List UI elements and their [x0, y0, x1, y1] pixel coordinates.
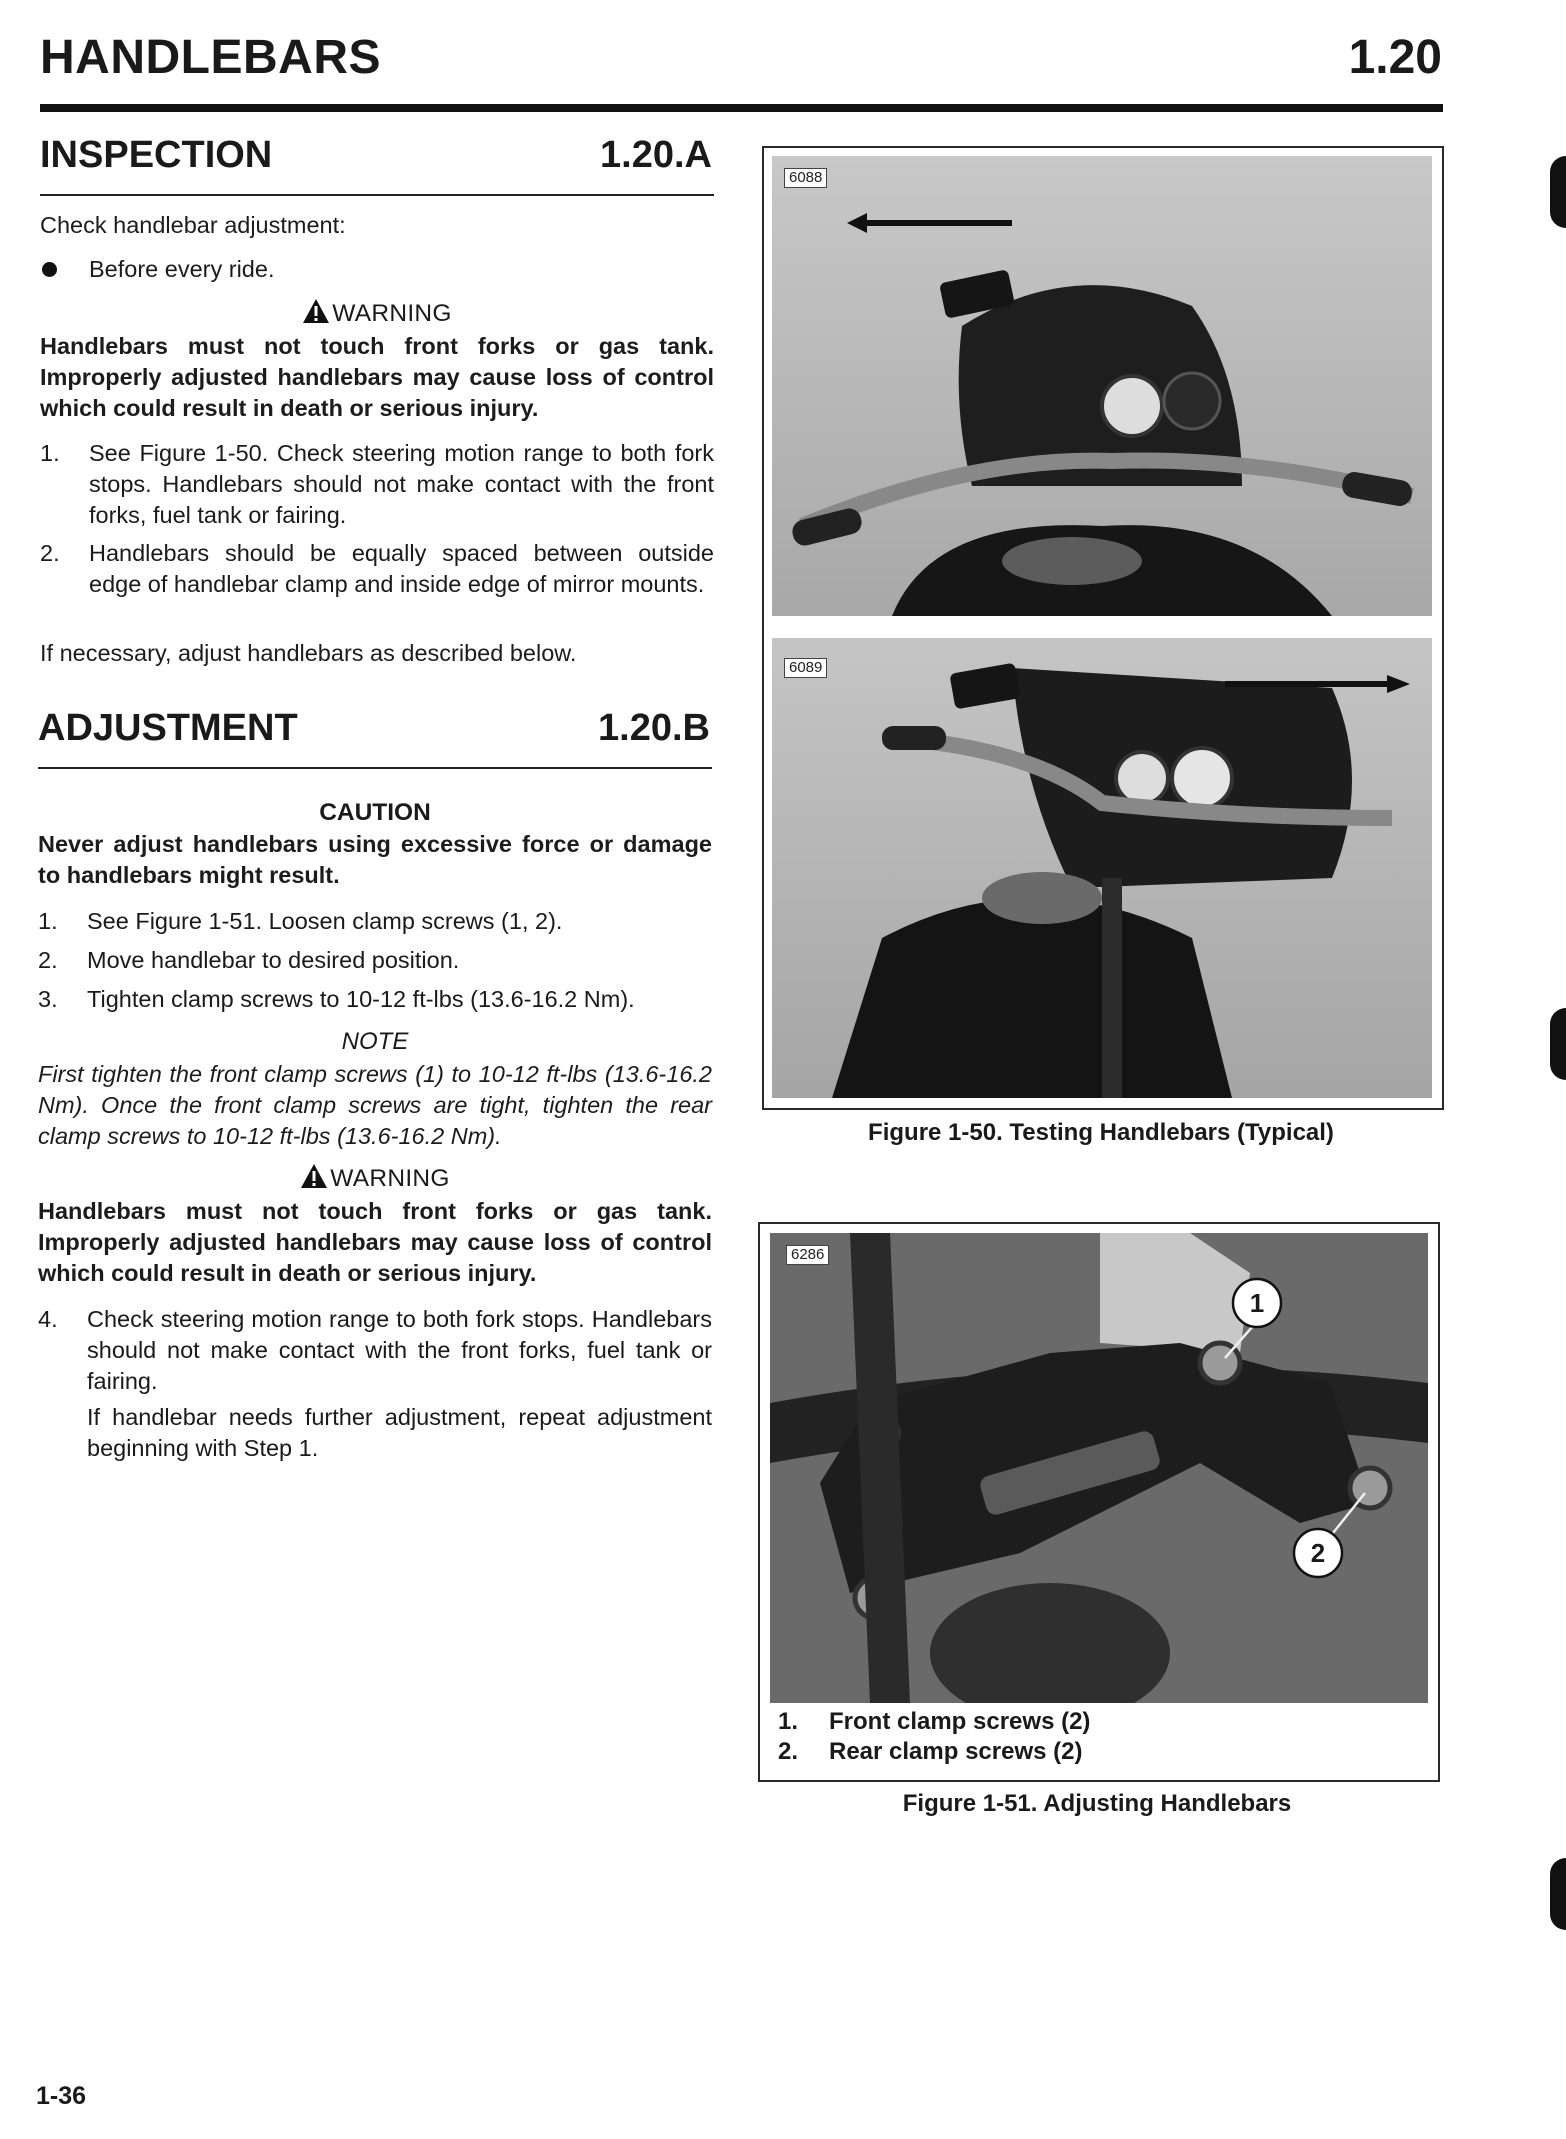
step-number: 1. — [40, 440, 60, 466]
step-number: 1. — [38, 908, 58, 934]
title-rule — [40, 104, 1443, 112]
inspection-number: 1.20.A — [600, 134, 712, 176]
legend-item-2 — [778, 1738, 1083, 1766]
scan-edge-mark — [1550, 1008, 1566, 1080]
callout-2-label: 2 — [1310, 1538, 1326, 1568]
adjustment-step-2 — [38, 945, 712, 977]
scan-edge-mark — [1550, 156, 1566, 228]
step-number: 2. — [40, 540, 60, 566]
figure-50-photo-top — [772, 156, 1432, 616]
step-text: Move handlebar to desired position. — [87, 947, 460, 973]
legend-number: 1. — [778, 1708, 799, 1735]
adjustment-step-4 — [38, 1304, 712, 1469]
step-text: Tighten clamp screws to 10-12 ft-lbs (13.6-16.2 Nm). — [87, 986, 635, 1012]
note-title: NOTE — [341, 1028, 409, 1055]
figure-51-photo — [770, 1233, 1428, 1703]
inspection-closing: If necessary, adjust handlebars as described below. — [40, 640, 577, 666]
adjustment-step-1 — [38, 906, 712, 938]
legend-item-1 — [778, 1708, 1091, 1736]
inspection-warning-text: Handlebars must not touch front forks or gas tank. Improperly adjusted handlebars may cause loss of control which could result in death or serious injury. — [40, 333, 714, 421]
adjustment-warning-text: Handlebars must not touch front forks or gas tank. Improperly adjusted handlebars may cause loss of control which could result in death or serious injury. — [38, 1198, 712, 1286]
inspection-bullet: Before every ride. — [89, 256, 275, 282]
step-number: 2. — [38, 947, 58, 973]
inspection-intro: Check handlebar adjustment: — [40, 212, 346, 238]
bullet-icon — [42, 262, 57, 277]
callout-1-label: 1 — [1249, 1288, 1265, 1318]
adjustment-rule — [38, 767, 712, 769]
figure-51-caption: Figure 1-51. Adjusting Handlebars — [902, 1790, 1292, 1817]
motorcycle-handlebars-right-image — [772, 638, 1432, 1098]
step-number: 4. — [38, 1306, 58, 1332]
warning-icon — [300, 1163, 328, 1189]
page-title: HANDLEBARS — [40, 31, 381, 84]
warning-label: WARNING — [330, 1165, 450, 1192]
step-followup: If handlebar needs further adjustment, repeat adjustment beginning with Step 1. — [87, 1404, 712, 1461]
warning-icon — [302, 298, 330, 324]
adjustment-warning-title — [38, 1163, 712, 1193]
warning-label: WARNING — [332, 300, 452, 327]
note-text: First tighten the front clamp screws (1) to 10-12 ft-lbs (13.6-16.2 Nm). Once the front clamp screws are tight, tighten the rear clamp screws to 10-12 ft-lbs (13.6-16.2 Nm). — [38, 1061, 712, 1149]
scan-edge-mark — [1550, 1858, 1566, 1930]
adjustment-number: 1.20.B — [598, 707, 710, 749]
inspection-step-2 — [40, 538, 714, 633]
legend-number: 2. — [778, 1738, 799, 1765]
photo-id-label: 6286 — [786, 1245, 829, 1265]
legend-text: Front clamp screws (2) — [829, 1708, 1091, 1735]
figure-50-caption: Figure 1-50. Testing Handlebars (Typical) — [868, 1119, 1334, 1146]
adjustment-step-3 — [38, 984, 712, 1016]
motorcycle-handlebars-left-image — [772, 156, 1432, 616]
legend-text: Rear clamp screws (2) — [829, 1738, 1083, 1765]
caution-text: Never adjust handlebars using excessive force or damage to handlebars might result. — [38, 831, 712, 888]
step-text: Check steering motion range to both fork stops. Handlebars should not make contact with the front forks, fuel tank or fairing. — [87, 1306, 712, 1394]
inspection-rule — [40, 194, 714, 196]
step-text: Handlebars should be equally spaced between outside edge of handlebar clamp and inside edge of mirror mounts. — [89, 540, 714, 597]
inspection-step-1 — [40, 438, 714, 533]
step-text: See Figure 1-50. Check steering motion range to both fork stops. Handlebars should not make contact with the front forks, fuel tank or fairing. — [89, 440, 714, 528]
adjustment-heading: ADJUSTMENT — [38, 707, 298, 749]
step-number: 3. — [38, 986, 58, 1012]
step-text: See Figure 1-51. Loosen clamp screws (1, 2). — [87, 908, 563, 934]
caution-title: CAUTION — [319, 799, 431, 826]
handlebar-clamp-image — [770, 1233, 1428, 1703]
inspection-heading: INSPECTION — [40, 134, 273, 176]
figure-50-photo-bottom — [772, 638, 1432, 1098]
photo-id-label: 6089 — [784, 658, 827, 678]
section-number: 1.20 — [1348, 31, 1442, 84]
photo-id-label: 6088 — [784, 168, 827, 188]
inspection-warning-title — [40, 298, 714, 328]
page-footer-number: 1-36 — [36, 2082, 87, 2110]
